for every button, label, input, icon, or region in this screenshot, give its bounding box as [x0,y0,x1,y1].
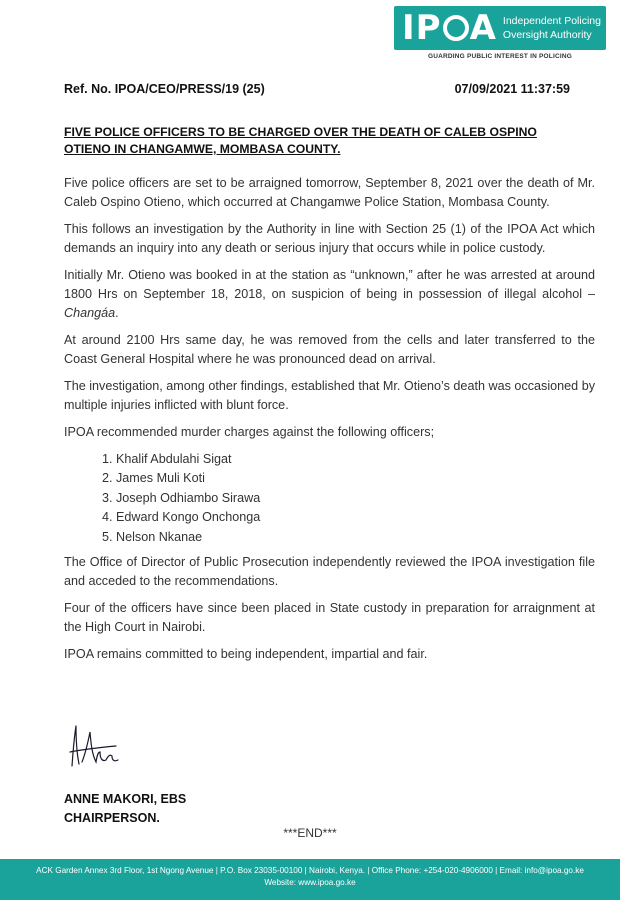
list-item: 4. Edward Kongo Onchonga [116,508,595,527]
signatory-role: CHAIRPERSON. [64,811,160,825]
list-item: 2. James Muli Koti [116,469,595,488]
signatory-name: ANNE MAKORI, EBS [64,792,187,806]
list-item: 3. Joseph Odhiambo Sirawa [116,489,595,508]
signatory [64,790,186,828]
officer-list [64,450,595,547]
paragraph: At around 2100 Hrs same day, he was removed from the cells and later transferred to the Coast General Hospital where he was pronounced dead on arrival. [64,333,595,366]
signature [66,722,126,770]
footer-contact: ACK Garden Annex 3rd Floor, 1st Ngong Avenue | P.O. Box 23035-00100 | Nairobi, Kenya. | Office Phone: +254-020-4906000 | Email: info@ipoa.go.ke [36,866,584,875]
paragraph: IPOA recommended murder charges against the following officers; [64,425,435,439]
release-datetime: 07/09/2021 11:37:59 [454,82,570,96]
paragraph: IPOA remains committed to being independent, impartial and fair. [64,647,428,662]
ipoa-logo-mark: IP A [402,8,497,48]
list-item: 1. Khalif Abdulahi Sigat [116,450,595,469]
tagline: GUARDING PUBLIC INTEREST IN POLICING [427,53,573,60]
org-name-line2: Oversight Authority [502,29,592,41]
press-release-body [64,174,595,672]
paragraph: Four of the officers have since been placed in State custody in preparation for arraignment at the High Court in Nairobi. [64,601,595,635]
footer [0,859,620,900]
paragraph: Five police officers are set to be arraigned tomorrow, September 8, 2021 over the death of Mr. Caleb Ospino Otieno, which occurred at Changamwe Police Station, Mombasa County. [64,176,595,209]
press-release-title: FIVE POLICE OFFICERS TO BE CHARGED OVER THE DEATH OF CALEB OSPINO OTIENO IN CHANGAMWE, MOMBASA COUNTY. [64,125,537,156]
paragraph [64,266,595,323]
paragraph-text: Initially Mr. Otieno was booked in at the station as “unknown,” after he was arrested at around 1800 Hrs on September 18, 2018, on suspicion of being in possession of illegal alcohol – [64,268,595,301]
reference-number: Ref. No. IPOA/CEO/PRESS/19 (25) [64,82,265,96]
paragraph-end: . [115,306,119,320]
list-item: 5. Nelson Nkanae [116,528,595,547]
org-name [503,14,601,42]
paragraph: The investigation, among other findings, established that Mr. Otieno’s death was occasioned by multiple injuries inflicted with blunt force. [64,379,595,412]
ipoa-logo [394,6,606,50]
italic-term: Changáa [64,306,116,320]
org-name-line1: Independent Policing [502,15,601,27]
footer-website: Website: www.ipoa.go.ke [264,878,356,887]
paragraph: This follows an investigation by the Authority in line with Section 25 (1) of the IPOA Act which demands an inquiry into any death or serious injury that occurs while in police custody. [64,222,595,255]
end-marker: ***END*** [283,826,337,840]
paragraph: The Office of Director of Public Prosecution independently reviewed the IPOA investigation file and acceded to the recommendations. [64,555,595,589]
